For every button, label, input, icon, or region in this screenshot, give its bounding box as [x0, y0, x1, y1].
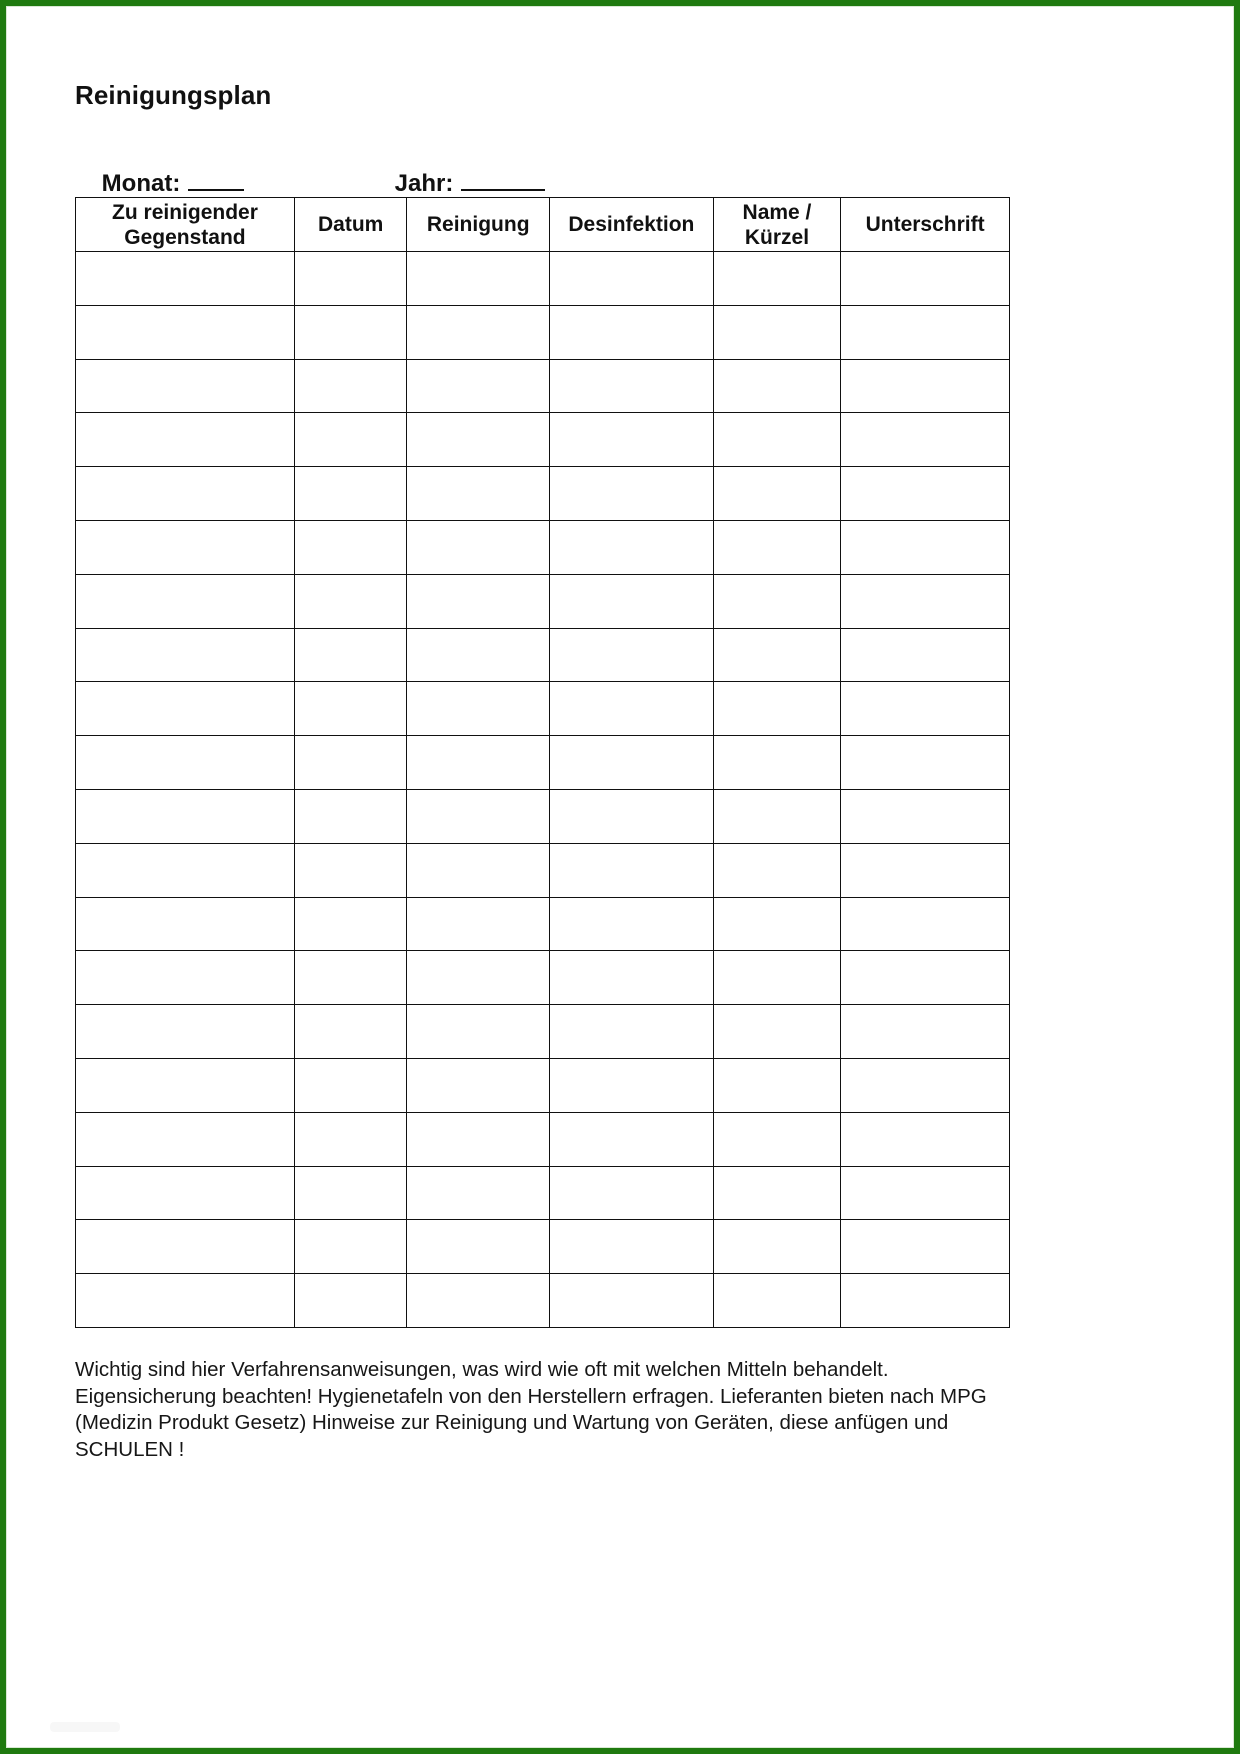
table-row: [76, 682, 1010, 736]
table-cell[interactable]: [550, 628, 714, 682]
table-cell[interactable]: [713, 467, 841, 521]
table-cell[interactable]: [713, 1005, 841, 1059]
table-cell[interactable]: [407, 305, 550, 359]
table-cell[interactable]: [550, 359, 714, 413]
table-cell[interactable]: [294, 413, 406, 467]
table-cell[interactable]: [294, 305, 406, 359]
cleaning-plan-table: [75, 197, 1010, 1328]
table-cell[interactable]: [550, 520, 714, 574]
table-cell[interactable]: [713, 682, 841, 736]
table-row: [76, 1058, 1010, 1112]
table-row: [76, 789, 1010, 843]
table-cell[interactable]: [841, 736, 1010, 790]
table-cell[interactable]: [294, 628, 406, 682]
table-cell[interactable]: [294, 1058, 406, 1112]
table-cell[interactable]: [407, 520, 550, 574]
table-cell[interactable]: [713, 413, 841, 467]
table-cell[interactable]: [294, 1005, 406, 1059]
table-cell[interactable]: [407, 574, 550, 628]
table-cell[interactable]: [76, 951, 295, 1005]
table-cell[interactable]: [550, 897, 714, 951]
table-cell[interactable]: [407, 252, 550, 306]
header-signature: Unterschrift: [841, 198, 1010, 252]
table-cell[interactable]: [841, 1220, 1010, 1274]
table-cell[interactable]: [841, 682, 1010, 736]
table-cell[interactable]: [76, 1112, 295, 1166]
table-cell[interactable]: [76, 736, 295, 790]
table-cell[interactable]: [294, 843, 406, 897]
table-cell[interactable]: [76, 628, 295, 682]
table-cell[interactable]: [713, 520, 841, 574]
table-row: [76, 520, 1010, 574]
table-cell[interactable]: [76, 467, 295, 521]
table-cell[interactable]: [407, 789, 550, 843]
notes-line: SCHULEN !: [75, 1437, 185, 1461]
table-cell[interactable]: [407, 1220, 550, 1274]
table-cell[interactable]: [294, 682, 406, 736]
table-cell[interactable]: [713, 843, 841, 897]
table-cell[interactable]: [841, 628, 1010, 682]
table-cell[interactable]: [550, 1112, 714, 1166]
table-cell[interactable]: [76, 843, 295, 897]
table-cell[interactable]: [841, 951, 1010, 1005]
header-cleaning: Reinigung: [407, 198, 550, 252]
table-cell[interactable]: [76, 1274, 295, 1328]
table-cell[interactable]: [76, 413, 295, 467]
table-cell[interactable]: [841, 252, 1010, 306]
table-row: [76, 574, 1010, 628]
table-cell[interactable]: [76, 789, 295, 843]
notes-line: Wichtig sind hier Verfahrensanweisungen, was wird wie oft mit welchen Mitteln behandelt.: [75, 1358, 889, 1381]
table-row: [76, 1274, 1010, 1328]
table-cell[interactable]: [550, 1274, 714, 1328]
table-cell[interactable]: [841, 520, 1010, 574]
table-cell[interactable]: [550, 1005, 714, 1059]
table-cell[interactable]: [550, 1166, 714, 1220]
table-cell[interactable]: [713, 359, 841, 413]
table-cell[interactable]: [407, 1005, 550, 1059]
table-cell[interactable]: [407, 1112, 550, 1166]
table-cell[interactable]: [841, 1058, 1010, 1112]
table-cell[interactable]: [76, 1220, 295, 1274]
table-cell[interactable]: [76, 682, 295, 736]
table-row: [76, 305, 1010, 359]
table-cell[interactable]: [550, 252, 714, 306]
table-cell[interactable]: [713, 628, 841, 682]
table-cell[interactable]: [841, 413, 1010, 467]
table-cell[interactable]: [76, 520, 295, 574]
table-row: [76, 1112, 1010, 1166]
table-cell[interactable]: [294, 951, 406, 1005]
table-cell[interactable]: [407, 359, 550, 413]
table-cell[interactable]: [550, 467, 714, 521]
table-row: [76, 413, 1010, 467]
table-cell[interactable]: [713, 1274, 841, 1328]
table-header-row: [76, 198, 1010, 252]
page-title: Reinigungsplan: [75, 80, 272, 110]
table-cell[interactable]: [550, 1058, 714, 1112]
table-cell[interactable]: [841, 359, 1010, 413]
table-cell[interactable]: [407, 628, 550, 682]
table-row: [76, 1220, 1010, 1274]
table-cell[interactable]: [407, 467, 550, 521]
table-cell[interactable]: [407, 736, 550, 790]
table-cell[interactable]: [841, 574, 1010, 628]
table-cell[interactable]: [713, 252, 841, 306]
header-name-initials: Name / Kürzel: [713, 198, 841, 252]
table-row: [76, 359, 1010, 413]
table-cell[interactable]: [294, 897, 406, 951]
table-cell[interactable]: [294, 574, 406, 628]
table-cell[interactable]: [713, 574, 841, 628]
header-disinfection: Desinfektion: [550, 198, 714, 252]
table-cell[interactable]: [76, 359, 295, 413]
table-cell[interactable]: [713, 1166, 841, 1220]
table-cell[interactable]: [407, 843, 550, 897]
table-cell[interactable]: [294, 520, 406, 574]
table-body: [76, 252, 1010, 1328]
table-cell[interactable]: [841, 305, 1010, 359]
faint-watermark: [50, 1722, 120, 1732]
table-cell[interactable]: [713, 1112, 841, 1166]
table-cell[interactable]: [550, 682, 714, 736]
table-cell[interactable]: [76, 1058, 295, 1112]
header-item: Zu reinigender Gegenstand: [76, 198, 295, 252]
table-cell[interactable]: [550, 951, 714, 1005]
table-cell[interactable]: [407, 1274, 550, 1328]
table-cell[interactable]: [841, 843, 1010, 897]
table-cell[interactable]: [550, 736, 714, 790]
table-cell[interactable]: [841, 1166, 1010, 1220]
table-cell[interactable]: [841, 897, 1010, 951]
table-cell[interactable]: [294, 1274, 406, 1328]
table-cell[interactable]: [294, 252, 406, 306]
month-blank-line: [188, 188, 244, 191]
table-cell[interactable]: [713, 305, 841, 359]
header-date: Datum: [294, 198, 406, 252]
table-row: [76, 628, 1010, 682]
table-row: [76, 467, 1010, 521]
table-cell[interactable]: [294, 1166, 406, 1220]
table-cell[interactable]: [76, 252, 295, 306]
year-label: Jahr:: [394, 170, 454, 197]
table-cell[interactable]: [76, 305, 295, 359]
table-cell[interactable]: [407, 1166, 550, 1220]
table-row: [76, 843, 1010, 897]
table-cell[interactable]: [713, 1220, 841, 1274]
table-cell[interactable]: [550, 574, 714, 628]
table-row: [76, 1005, 1010, 1059]
notes-line: (Medizin Produkt Gesetz) Hinweise zur Reinigung und Wartung von Geräten, diese anfügen und: [75, 1411, 949, 1434]
table-cell[interactable]: [550, 413, 714, 467]
table-cell[interactable]: [841, 1112, 1010, 1166]
table-cell[interactable]: [713, 736, 841, 790]
table-cell[interactable]: [713, 897, 841, 951]
month-label: Monat:: [101, 170, 181, 197]
table-cell[interactable]: [294, 359, 406, 413]
table-row: [76, 1166, 1010, 1220]
table-cell[interactable]: [841, 467, 1010, 521]
table-cell[interactable]: [713, 1058, 841, 1112]
table-cell[interactable]: [294, 736, 406, 790]
notes-section: [75, 1357, 1155, 1463]
table-cell[interactable]: [76, 1166, 295, 1220]
table-cell[interactable]: [294, 1112, 406, 1166]
table-row: [76, 951, 1010, 1005]
table-cell[interactable]: [407, 897, 550, 951]
table-row: [76, 897, 1010, 951]
table-cell[interactable]: [407, 413, 550, 467]
table-cell[interactable]: [550, 1220, 714, 1274]
table-cell[interactable]: [294, 1220, 406, 1274]
notes-line: Eigensicherung beachten! Hygienetafeln von den Herstellern erfragen. Lieferanten bieten nach MPG: [75, 1384, 987, 1408]
table-row: [76, 252, 1010, 306]
table-cell[interactable]: [407, 682, 550, 736]
table-cell[interactable]: [550, 789, 714, 843]
table-cell[interactable]: [550, 305, 714, 359]
table-row: [76, 736, 1010, 790]
table-cell[interactable]: [76, 1005, 295, 1059]
table-cell[interactable]: [550, 843, 714, 897]
table-cell[interactable]: [294, 789, 406, 843]
table-cell[interactable]: [841, 789, 1010, 843]
table-cell[interactable]: [407, 1058, 550, 1112]
table-cell[interactable]: [76, 897, 295, 951]
table-cell[interactable]: [76, 574, 295, 628]
table-cell[interactable]: [294, 467, 406, 521]
table-cell[interactable]: [713, 789, 841, 843]
table-cell[interactable]: [407, 951, 550, 1005]
table-cell[interactable]: [841, 1274, 1010, 1328]
table-cell[interactable]: [713, 951, 841, 1005]
table-cell[interactable]: [841, 1005, 1010, 1059]
year-blank-line: [461, 188, 545, 191]
